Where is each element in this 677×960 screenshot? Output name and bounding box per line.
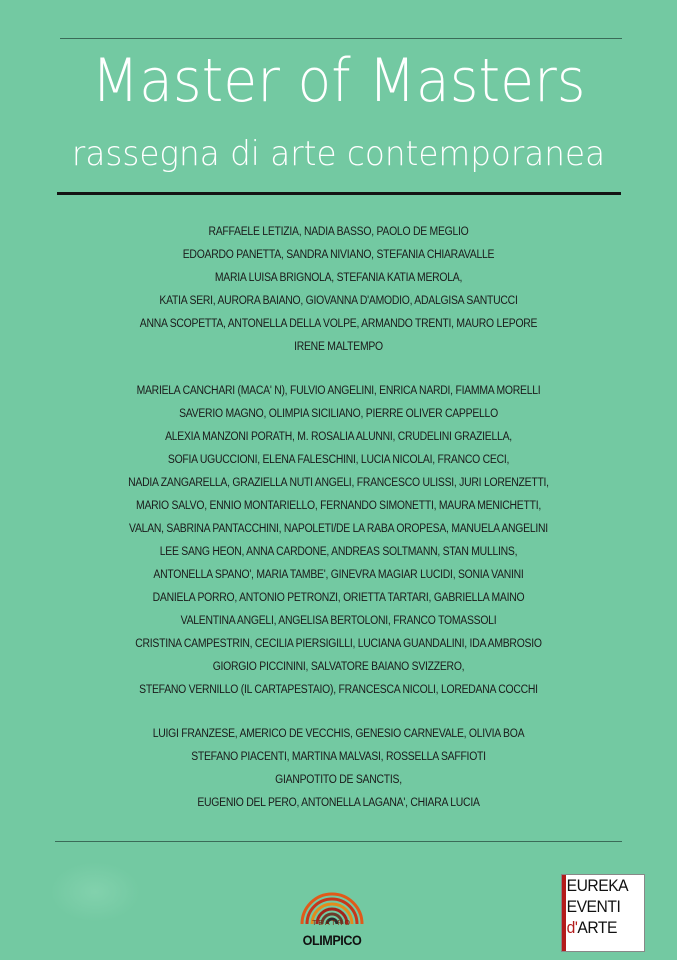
artist-line: LEE SANG HEON, ANNA CARDONE, ANDREAS SOLTMANN, STAN MULLINS, [159,544,518,558]
artist-list [0,220,677,835]
eureka-arte: ARTE [577,918,617,937]
eureka-line-3 [562,917,637,938]
artist-line: GIANPOTITO DE SANCTIS, [275,772,402,786]
artist-line: MARIO SALVO, ENNIO MONTARIELLO, FERNANDO SIMONETTI, MAURA MENICHETTI, [136,498,541,512]
artist-line: EUGENIO DEL PERO, ANTONELLA LAGANA', CHIARA LUCIA [197,795,480,809]
artist-line: VALAN, SABRINA PANTACCHINI, NAPOLETI/DE LA RABA OROPESA, MANUELA ANGELINI [129,521,548,535]
artist-line: ANTONELLA SPANO', MARIA TAMBE', GINEVRA MAGIAR LUCIDI, SONIA VANINI [153,567,524,581]
bottom-divider [55,841,622,842]
artist-group-1 [0,220,677,358]
artist-line: LUIGI FRANZESE, AMERICO DE VECCHIS, GENESIO CARNEVALE, OLIVIA BOA [152,726,525,740]
eureka-line-2: EVENTI [566,897,621,916]
artist-line: GIORGIO PICCININI, SALVATORE BAIANO SVIZZERO, [212,659,465,673]
teatro-label: TEATRO [312,920,352,927]
artist-line: ANNA SCOPETTA, ANTONELLA DELLA VOLPE, ARMANDO TRENTI, MAURO LEPORE [139,316,538,330]
eureka-line-1: EUREKA [566,876,629,895]
artist-line: CRISTINA CAMPESTRIN, CECILIA PIERSIGILLI, LUCIANA GUANDALINI, IDA AMBROSIO [135,636,542,650]
background-smudge [50,862,140,922]
page-title: Master of Masters [91,46,586,116]
artist-line: IRENE MALTEMPO [294,339,383,353]
artist-line: NADIA ZANGARELLA, GRAZIELLA NUTI ANGELI, FRANCESCO ULISSI, JURI LORENZETTI, [128,475,549,489]
artist-line: RAFFAELE LETIZIA, NADIA BASSO, PAOLO DE MEGLIO [208,224,469,238]
artist-group-3 [0,722,677,814]
artist-line: STEFANO PIACENTI, MARTINA MALVASI, ROSSELLA SAFFIOTI [191,749,486,763]
artist-group-2 [0,379,677,701]
eureka-eventi-arte-logo [561,874,645,952]
artist-line: SAVERIO MAGNO, OLIMPIA SICILIANO, PIERRE OLIVER CAPPELLO [179,406,498,420]
artist-line: KATIA SERI, AURORA BAIANO, GIOVANNA D'AMODIO, ADALGISA SANTUCCI [159,293,518,307]
page-subtitle: rassegna di arte contemporanea [71,134,606,174]
eureka-d-prefix: d' [566,918,578,937]
teatro-olimpico-logo [296,872,368,950]
top-divider [60,38,622,39]
artist-line: SOFIA UGUCCIONI, ELENA FALESCHINI, LUCIA NICOLAI, FRANCO CECI, [167,452,510,466]
artist-line: ALEXIA MANZONI PORATH, M. ROSALIA ALUNNI, CRUDELINI GRAZIELLA, [165,429,512,443]
title-underline [57,192,621,195]
olimpico-label: OLIMPICO [302,932,362,948]
artist-line: MARIELA CANCHARI (MACA' N), FULVIO ANGELINI, ENRICA NARDI, FIAMMA MORELLI [136,383,541,397]
artist-line: MARIA LUISA BRIGNOLA, STEFANIA KATIA MEROLA, [214,270,463,284]
artist-line: EDOARDO PANETTA, SANDRA NIVIANO, STEFANIA CHIARAVALLE [182,247,495,261]
artist-line: DANIELA PORRO, ANTONIO PETRONZI, ORIETTA TARTARI, GABRIELLA MAINO [152,590,525,604]
artist-line: STEFANO VERNILLO (IL CARTAPESTAIO), FRANCESCA NICOLI, LOREDANA COCCHI [139,682,538,696]
artist-line: VALENTINA ANGELI, ANGELISA BERTOLONI, FRANCO TOMASSOLI [180,613,497,627]
